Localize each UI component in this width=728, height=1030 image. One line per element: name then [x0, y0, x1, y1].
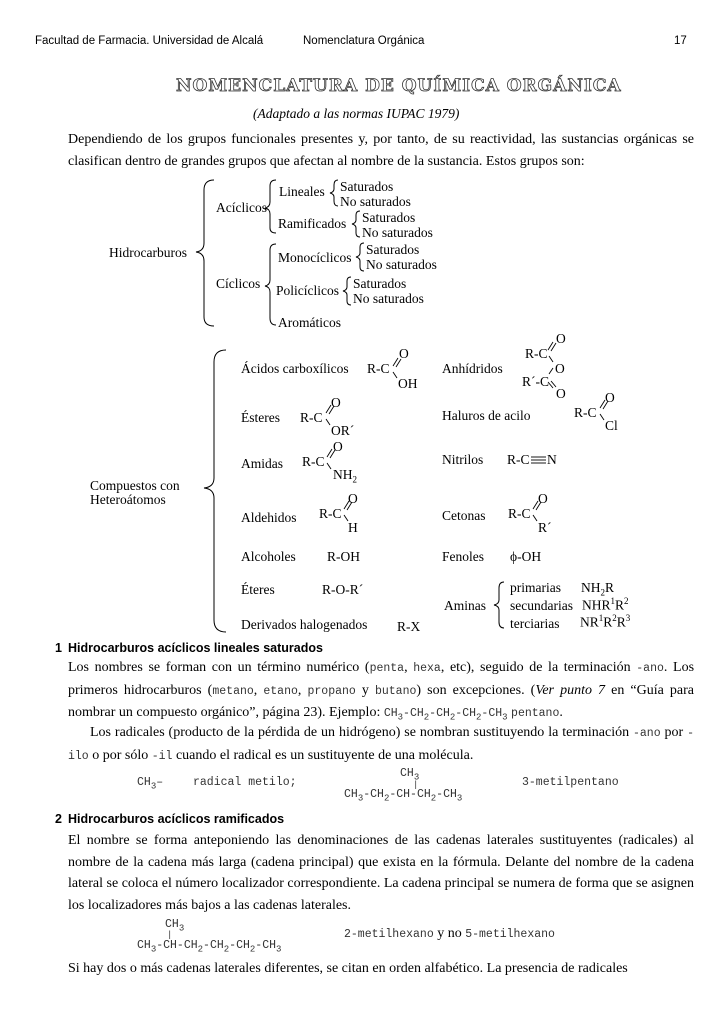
amine-tertiary: $NR^1R^2R^3$	[580, 613, 631, 630]
label-compuestos: Compuestos con	[90, 478, 180, 493]
label-policiclicos-no-saturados: No saturados	[353, 291, 424, 306]
label-acidos: Ácidos carboxílicos	[241, 361, 349, 376]
section-2-number: 2	[55, 812, 62, 826]
amide-o: O	[333, 439, 343, 454]
label-esteres: Ésteres	[241, 410, 280, 425]
label-haluros: Haluros de acilo	[442, 408, 531, 423]
ch3-branch-2: $CH_3$	[165, 918, 185, 934]
label-secundarias: secundarias	[510, 598, 573, 613]
label-nitrilos: Nitrilos	[442, 452, 484, 467]
label-ramificados-no-saturados: No saturados	[362, 225, 433, 240]
section-1-title: Hidrocarburos acíclicos lineales saturados	[68, 641, 323, 655]
aldehyde-h: H	[348, 520, 358, 535]
anhydride-o-bottom: O	[556, 386, 566, 401]
label-fenoles: Fenoles	[442, 549, 484, 564]
methyl-radical-label: radical metilo;	[193, 776, 297, 789]
2-methylhexane-names: 2-metilhexano y no 5-metilhexano	[344, 926, 555, 941]
ester-or: OR´	[331, 423, 355, 438]
halide-o: O	[605, 390, 615, 405]
alcohol-formula: R-OH	[327, 549, 360, 564]
phenol-formula: ϕ-OH	[510, 549, 542, 564]
label-ramificados-saturados: Saturados	[362, 210, 416, 225]
anhydride-rc: R-C	[525, 346, 548, 361]
page-subtitle: (Adaptado a las normas IUPAC 1979)	[253, 106, 460, 121]
ester-rc: R-C	[300, 410, 323, 425]
page-number: 17	[674, 35, 687, 47]
label-aromaticos: Aromáticos	[278, 315, 341, 330]
ketone-r: R´	[538, 520, 552, 535]
anhydride-o-mid: O	[555, 361, 565, 376]
label-terciarias: terciarias	[510, 616, 560, 631]
label-ramificados: Ramificados	[278, 216, 347, 231]
amide-nh2: $NH_2$	[333, 467, 357, 485]
label-anhidridos: Anhídridos	[442, 361, 503, 376]
acid-oh: OH	[398, 376, 418, 391]
anhydride-o-top: O	[556, 331, 566, 346]
label-policiclicos: Policíclicos	[276, 283, 339, 298]
nitrile-n: N	[547, 452, 557, 467]
3-methylpentane-formula: $CH_3-CH_2-CH-CH_2-CH_3$	[344, 788, 463, 804]
label-derivados: Derivados halogenados	[241, 617, 368, 632]
label-cetonas: Cetonas	[442, 508, 486, 523]
label-aciclicos: Acíclicos	[216, 200, 267, 215]
ch3-branch: $CH_3$	[400, 767, 420, 783]
methyl-radical-formula: $CH_3-$	[137, 776, 164, 792]
anhydride-rpc: R´-C	[522, 374, 549, 389]
ester-o: O	[331, 395, 341, 410]
branch-bond-2: |	[167, 930, 173, 940]
acid-rc: R-C	[367, 361, 390, 376]
3-methylpentane-name: 3-metilpentano	[522, 776, 619, 789]
amine-secondary: $NHR^1R^2$	[582, 596, 629, 613]
label-eteres: Éteres	[241, 582, 275, 597]
acid-o: O	[399, 346, 409, 361]
ether-formula: R-O-R´	[322, 582, 364, 597]
header-subject: Nomenclatura Orgánica	[303, 35, 425, 47]
aldehyde-o: O	[348, 491, 358, 506]
section-2-title: Hidrocarburos acíclicos ramificados	[68, 812, 285, 826]
label-ciclicos: Cíclicos	[216, 276, 261, 291]
label-alcoholes: Alcoholes	[241, 549, 296, 564]
aldehyde-rc: R-C	[319, 506, 342, 521]
ketone-o: O	[538, 491, 548, 506]
section-1-paragraph-1: Los nombres se forman con un término numérico (penta, hexa, etc), seguido de la terminación -ano. Los primeros hidrocarburos (metano, etano, propano y butano) son excepciones. (Ver punto 7 en “Guía para nombrar un compuesto orgánico”, página 23). Ejemplo: $CH_3-CH_2-CH_2-CH_2-CH_3$ pentano.	[68, 660, 695, 723]
page-title: NOMENCLATURA DE QUÍMICA ORGÁNICA	[176, 76, 622, 96]
label-amidas: Amidas	[241, 456, 283, 471]
label-aminas: Aminas	[444, 598, 486, 613]
label-monociclicos-saturados: Saturados	[366, 242, 420, 257]
intro-paragraph: Dependiendo de los grupos funcionales presentes y, por tanto, de su reactividad, las sustancias orgánicas se clasifican dentro de grandes grupos que afectan al nombre de la sustancia. Estos grupos son:	[68, 132, 694, 169]
pentane-formula: $CH_3-CH_2-CH_2-CH_2-CH_3$	[383, 707, 508, 723]
label-monociclicos: Monocíclicos	[278, 250, 352, 265]
section-2-paragraph-1: El nombre se forma anteponiendo las denominaciones de las cadenas laterales sustituyentes (radicales) al nombre de la cadena más larga (cadena principal) que exista en la fórmula. Delante del nombre de la cadena lateral se coloca el número localizador correspondiente. La cadena principal se numera de forma que se asignen los localizadores más bajos a las cadenas laterales.	[68, 833, 694, 913]
label-lineales-no-saturados: No saturados	[340, 194, 411, 209]
halide-derivative-formula: R-X	[397, 619, 421, 634]
halide-cl: Cl	[605, 418, 618, 433]
header-institution: Facultad de Farmacia. Universidad de Alcalá	[35, 35, 264, 47]
amine-primary: $NH_2R$	[581, 580, 615, 598]
2-methylhexane-formula: $CH_3-CH-CH_2-CH_2-CH_2-CH_3$	[137, 939, 282, 955]
section-1-paragraph-2: Los radicales (producto de la pérdida de un hidrógeno) se nombran sustituyendo la terminación -ano por -ilo o por sólo -il cuando el radical es un sustituyente de una molécula.	[68, 725, 694, 763]
branch-bond: |	[413, 780, 419, 790]
ketone-rc: R-C	[508, 506, 531, 521]
label-policiclicos-saturados: Saturados	[353, 276, 407, 291]
section-2-paragraph-2: Si hay dos o más cadenas laterales diferentes, se citan en orden alfabético. La presencia de radicales	[68, 961, 628, 976]
label-heteroatomos: Heteroátomos	[90, 492, 166, 507]
label-primarias: primarias	[510, 580, 561, 595]
halide-rc: R-C	[574, 405, 597, 420]
label-lineales: Lineales	[279, 184, 325, 199]
label-lineales-saturados: Saturados	[340, 179, 394, 194]
label-hidrocarburos: Hidrocarburos	[109, 245, 187, 260]
nitrile-rc: R-C	[507, 452, 530, 467]
section-1-number: 1	[55, 641, 62, 655]
label-aldehidos: Aldehidos	[241, 510, 297, 525]
amide-rc: R-C	[302, 454, 325, 469]
label-monociclicos-no-saturados: No saturados	[366, 257, 437, 272]
